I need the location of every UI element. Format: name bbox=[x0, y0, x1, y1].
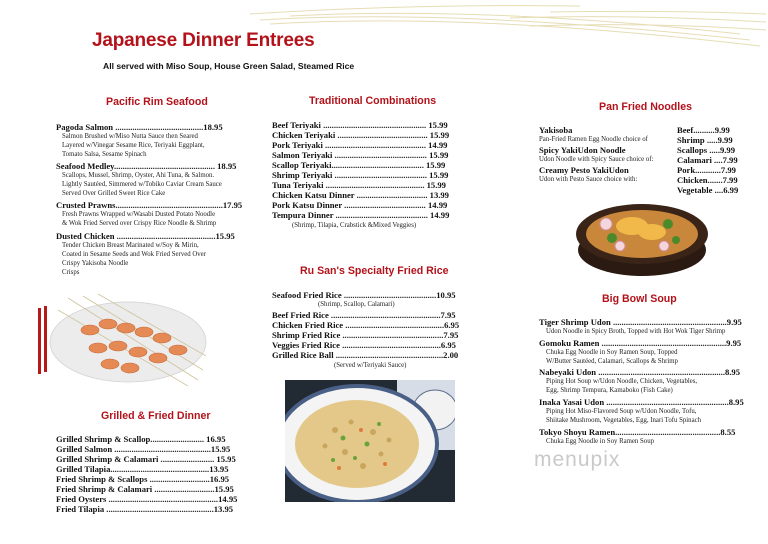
item-description: Tender Chicken Breast Marinated w/Soy & Mirin, bbox=[62, 242, 199, 249]
price-option: Shrimp .....9.99 bbox=[677, 135, 733, 145]
item-description: Piping Hot Miso-Flavored Soup w/Udon Noodle, Tofu, bbox=[546, 408, 697, 415]
menu-item: Grilled Shrimp & Scallop......................... 16.95 bbox=[56, 434, 226, 444]
menu-item: Seafood Fried Rice ...........................................10.95 bbox=[272, 290, 456, 300]
menu-item: Fried Shrimp & Calamari ............................15.95 bbox=[56, 484, 234, 494]
menu-item: Chicken Katsu Dinner ................................. 13.99 bbox=[272, 190, 449, 200]
item-description: Layered w/Vinegar Sesame Rice, Teriyaki Eggplant, bbox=[62, 142, 205, 149]
item-description: Chuka Egg Noodle in Soy Ramen Soup, Topped bbox=[546, 349, 678, 356]
menu-item: Grilled Rice Ball ..................................................2.00 bbox=[272, 350, 459, 360]
item-description: Salmon Brushed w/Miso Nutta Sauce then Seared bbox=[62, 133, 198, 140]
menu-item: Tokyo Shoyu Ramen.................................................8.55 bbox=[539, 427, 736, 437]
pacific-rim-title: Pacific Rim Seafood bbox=[106, 96, 208, 108]
menupix-watermark: menupix bbox=[534, 448, 621, 471]
shrimp-dish-photo bbox=[28, 290, 208, 390]
menu-item: Grilled Tilapia..............................................13.95 bbox=[56, 464, 229, 474]
menu-item: Dusted Chicken ..............................................15.95 bbox=[56, 231, 235, 241]
item-note: (Served w/Teriyaki Sauce) bbox=[334, 362, 407, 369]
item-description: W/Butter Sautéed, Calamari, Scallops & Shrimp bbox=[546, 358, 678, 365]
menu-item: Yakisoba bbox=[539, 125, 573, 135]
menu-item: Veggies Fried Rice ..............................................6.95 bbox=[272, 340, 456, 350]
price-option: Chicken.......7.99 bbox=[677, 175, 738, 185]
item-description: Served Over Grilled Sweet Rice Cake bbox=[62, 190, 166, 197]
item-description: Crispy Yakisoba Noodle bbox=[62, 260, 129, 267]
menu-item: Spicy YakiUdon Noodle bbox=[539, 145, 626, 155]
menu-item: Scallop Teriyaki........................................... 15.99 bbox=[272, 160, 446, 170]
item-description: Coated in Sesame Seeds and Wok Fried Served Over bbox=[62, 251, 206, 258]
menu-item: Creamy Pesto YakiUdon bbox=[539, 165, 629, 175]
menu-item: Grilled Salmon .............................................15.95 bbox=[56, 444, 231, 454]
menu-item: Fried Tilapia ..................................................13.95 bbox=[56, 504, 234, 514]
menu-item: Pork Katsu Dinner ...................................... 14.99 bbox=[272, 200, 448, 210]
menu-item: Crusted Prawns..................................................17.95 bbox=[56, 200, 243, 210]
page-title: Japanese Dinner Entrees bbox=[92, 30, 315, 51]
menu-item: Nabeyaki Udon ...........................................................8.95 bbox=[539, 367, 741, 377]
menu-item: Pagoda Salmon .........................................18.95 bbox=[56, 122, 223, 132]
menu-item: Fried Shrimp & Scallops ............................16.95 bbox=[56, 474, 230, 484]
menu-item: Gomoku Ramen ..........................................................9.95 bbox=[539, 338, 742, 348]
big-bowl-title: Big Bowl Soup bbox=[602, 293, 677, 305]
menu-item: Beef Fried Rice ...................................................7.95 bbox=[272, 310, 456, 320]
menu-item: Chicken Teriyaki .......................................... 15.99 bbox=[272, 130, 450, 140]
item-description: Crisps bbox=[62, 269, 80, 276]
menu-item: Tuna Teriyaki .............................................. 15.99 bbox=[272, 180, 446, 190]
item-description: & Wok Fried Served over Crispy Rice Noodle & Shrimp bbox=[62, 220, 217, 227]
price-option: Pork............7.99 bbox=[677, 165, 736, 175]
item-description: Lightly Sautéed, Simmered w/Tobiko Caviar Cream Sauce bbox=[62, 181, 222, 188]
price-option: Vegetable ....6.99 bbox=[677, 185, 739, 195]
menu-item: Seafood Medley............................................... 18.95 bbox=[56, 161, 237, 171]
menu-item: Beef Teriyaki ................................................ 15.99 bbox=[272, 120, 448, 130]
menu-item: Shrimp Teriyaki ........................................... 15.99 bbox=[272, 170, 449, 180]
menu-item: Grilled Shrimp & Calamari ......................... 15.95 bbox=[56, 454, 236, 464]
menu-item: Shrimp Fried Rice ...............................................7.95 bbox=[272, 330, 459, 340]
page-subtitle: All served with Miso Soup, House Green Salad, Steamed Rice bbox=[103, 61, 355, 71]
item-description: Piping Hot Soup w/Udon Noodle, Chicken, Vegetables, bbox=[546, 378, 698, 385]
item-description: Shiitake Mushroom, Vegetables, Egg, Inari Tofu Spinach bbox=[546, 417, 702, 424]
item-description: Chuka Egg Noodle in Soy Ramen Soup bbox=[546, 438, 654, 445]
menu-item: Fried Oysters ...................................................14.95 bbox=[56, 494, 238, 504]
menu-item: Salmon Teriyaki ........................................... 15.99 bbox=[272, 150, 449, 160]
item-description: Fresh Prawns Wrapped w/Wasabi Dusted Potato Noodle bbox=[62, 211, 216, 218]
fried-rice-photo bbox=[285, 380, 455, 502]
traditional-title: Traditional Combinations bbox=[309, 95, 437, 107]
item-description: Udon with Pesto Sauce choice with: bbox=[539, 176, 638, 183]
menu-item: Tempura Dinner ........................................... 14.99 bbox=[272, 210, 450, 220]
item-description: Udon Noodle with Spicy Sauce choice of: bbox=[539, 156, 654, 163]
item-description: Egg, Shrimp Tempura, Kamaboko (Fish Cake) bbox=[546, 387, 673, 394]
grilled-title: Grilled & Fried Dinner bbox=[101, 410, 211, 422]
menu-item: Chicken Fried Rice ..............................................6.95 bbox=[272, 320, 460, 330]
menu-item: Tiger Shrimp Udon .....................................................9.95 bbox=[539, 317, 742, 327]
item-description: Scallops, Mussel, Shrimp, Oyster, Ahi Tuna, & Salmon. bbox=[62, 172, 215, 179]
noodle-bowl-photo bbox=[572, 196, 712, 280]
item-description: Udon Noodle in Spicy Broth, Topped with Hot Wok Tiger Shrimp bbox=[546, 328, 726, 335]
item-note: (Shrimp, Tilapia, Crabstick &Mixed Veggies) bbox=[292, 222, 417, 229]
menu-item: Inaka Yasai Udon .........................................................8.95 bbox=[539, 397, 744, 407]
item-description: Pan-Fried Ramen Egg Noodle choice of bbox=[539, 136, 648, 143]
fried-rice-title: Ru San's Specialty Fried Rice bbox=[300, 265, 449, 277]
brush-stroke-decoration bbox=[250, 0, 768, 60]
price-option: Scallops .....9.99 bbox=[677, 145, 736, 155]
menu-item: Pork Teriyaki ............................................... 14.99 bbox=[272, 140, 448, 150]
pan-fried-title: Pan Fried Noodles bbox=[599, 101, 693, 113]
item-description: Tomato Salsa, Sesame Spinach bbox=[62, 151, 147, 158]
price-option: Beef..........9.99 bbox=[677, 125, 730, 135]
item-note: (Shrimp, Scallop, Calamari) bbox=[318, 301, 395, 308]
price-option: Calamari ....7.99 bbox=[677, 155, 738, 165]
